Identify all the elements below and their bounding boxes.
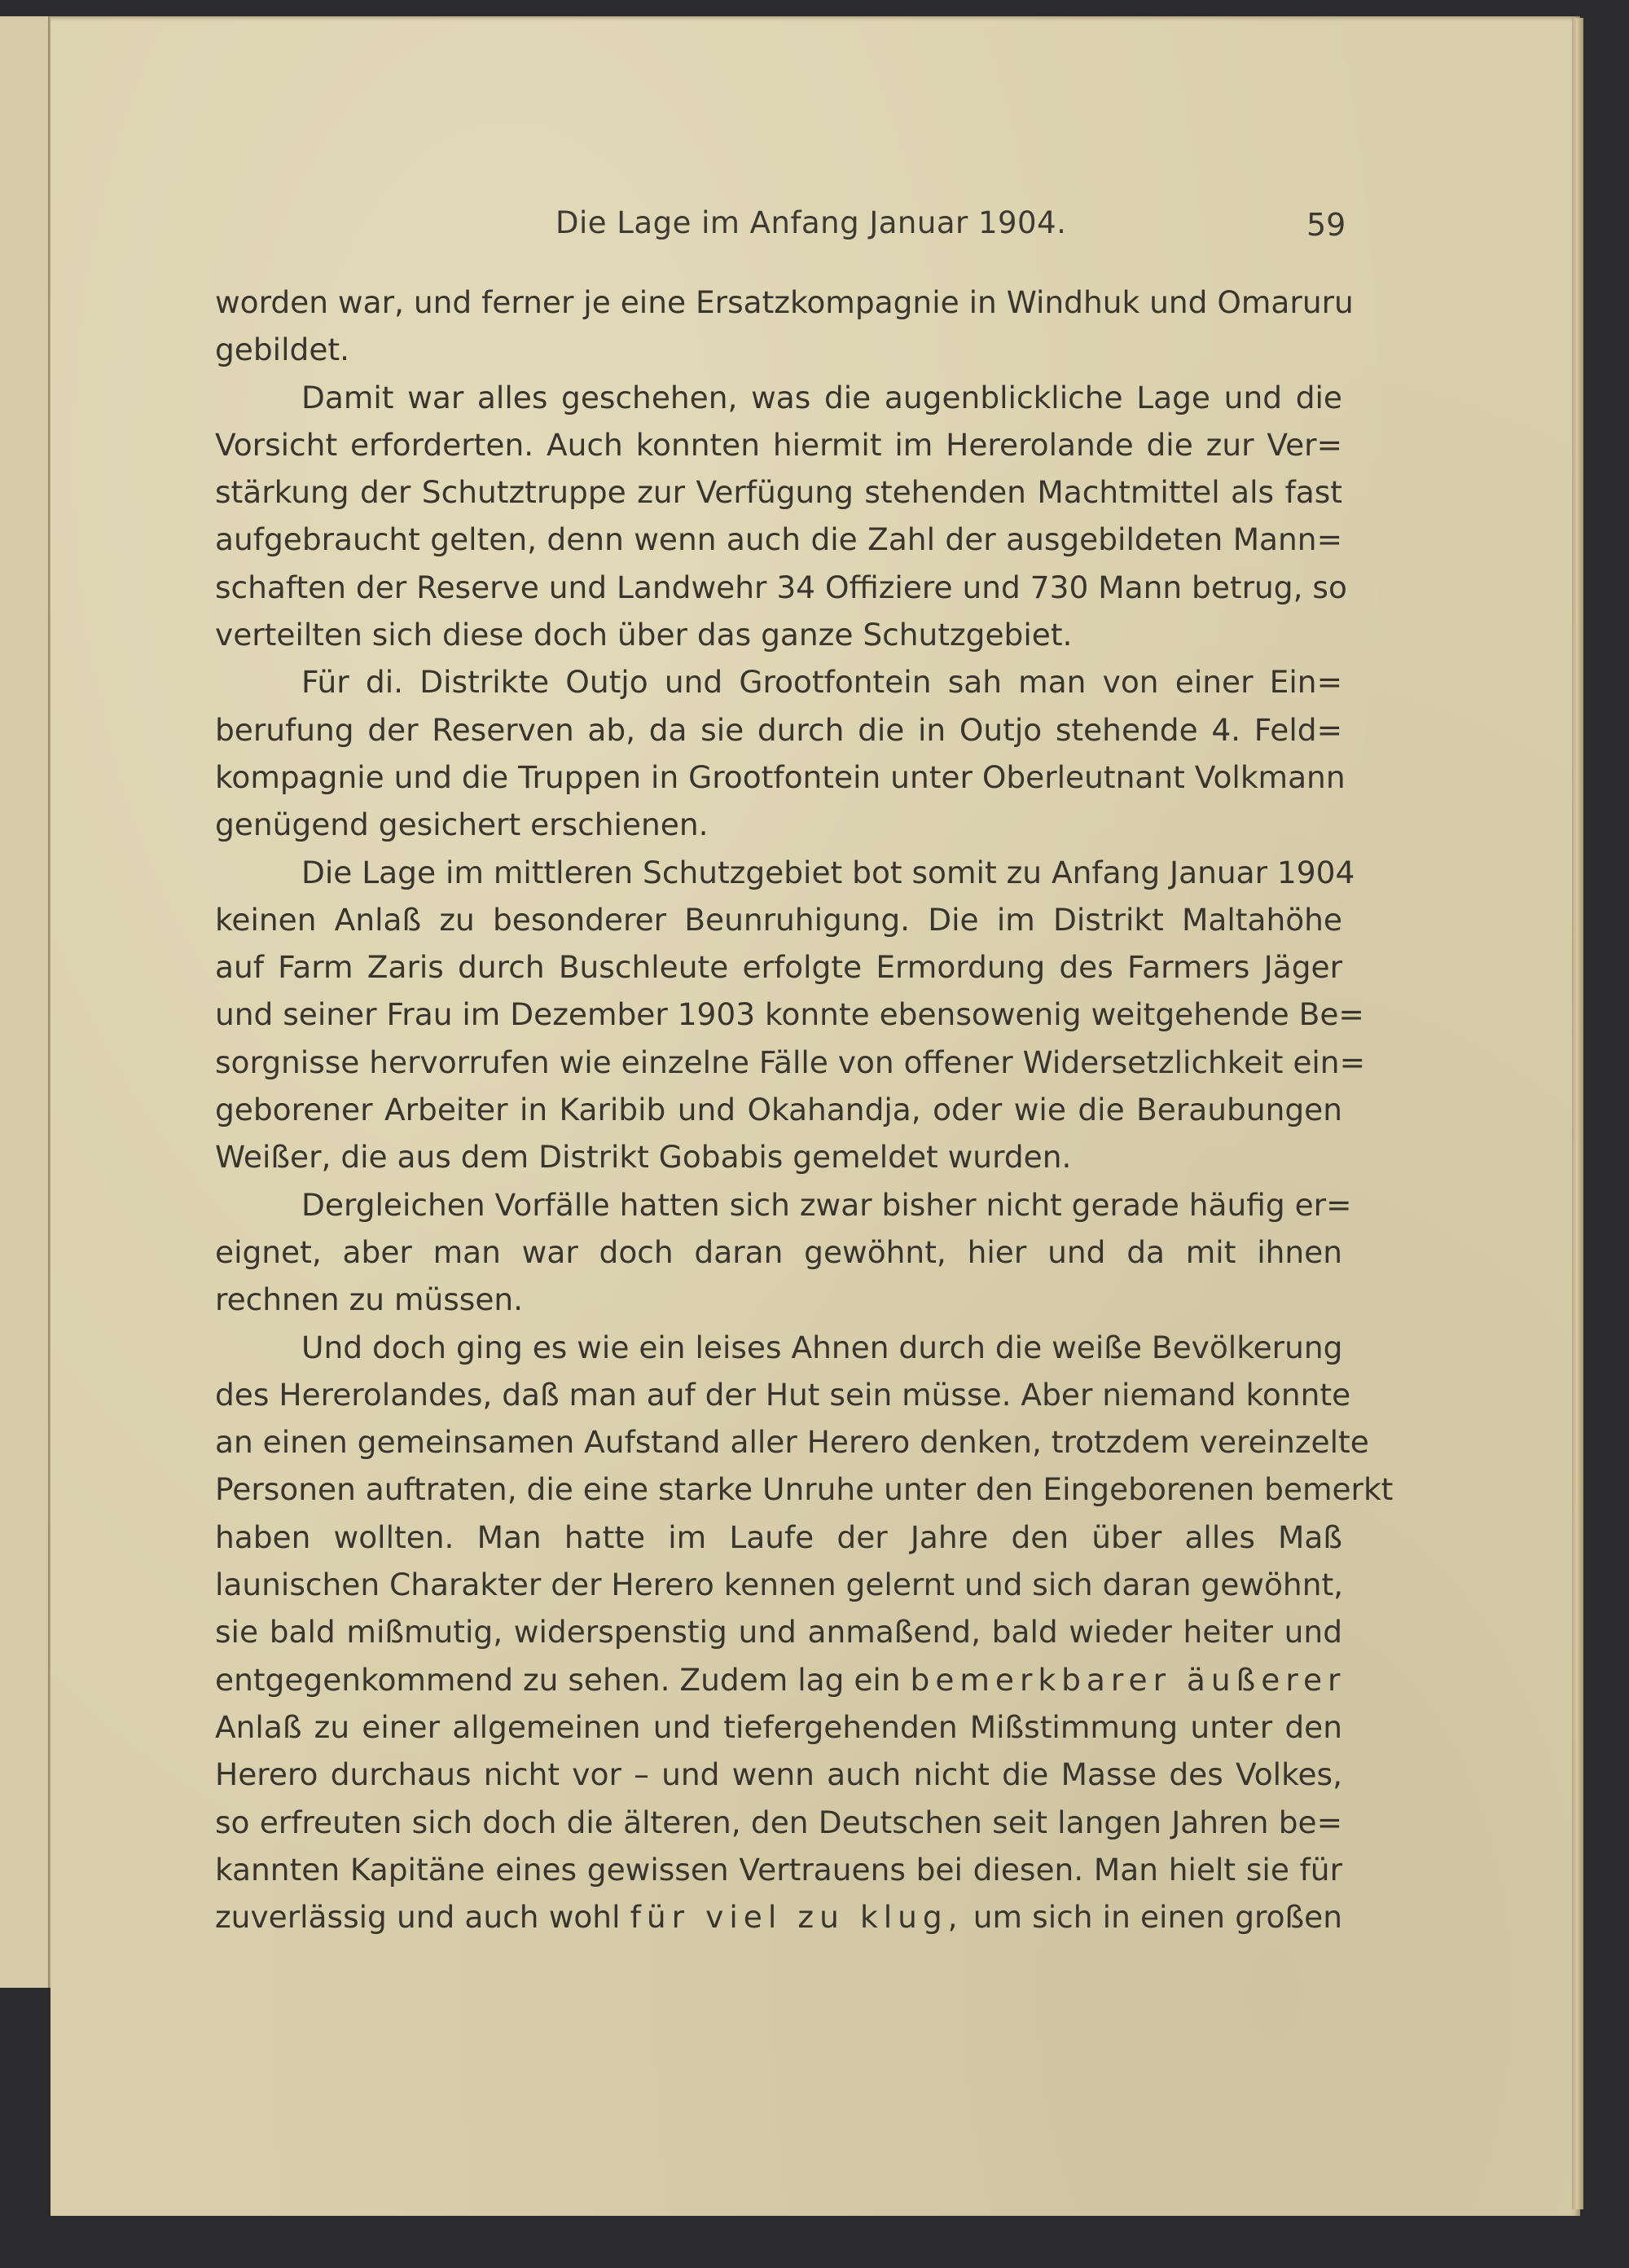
emphasized-text: bemerkbarer äußerer bbox=[910, 1661, 1346, 1698]
text-line: Für di. Distrikte Outjo und Grootfontein sah man von einer Ein= bbox=[301, 664, 1342, 701]
text-segment: entgegenkommend zu sehen. Zudem lag ein bbox=[215, 1661, 901, 1698]
text-line: Weißer, die aus dem Distrikt Gobabis gemeldet wurden. bbox=[215, 1139, 1072, 1176]
text-line: Damit war alles geschehen, was die augenblickliche Lage und die bbox=[301, 379, 1342, 415]
text-line: auf Farm Zaris durch Buschleute erfolgte Ermordung des Farmers Jäger bbox=[215, 949, 1342, 986]
text-line: stärkung der Schutztruppe zur Verfügung stehenden Machtmittel als fast bbox=[215, 474, 1342, 511]
text-line: an einen gemeinsamen Aufstand aller Herero denken, trotzdem vereinzelte bbox=[215, 1424, 1369, 1461]
text-line bbox=[215, 1656, 1346, 1703]
text-line: aufgebraucht gelten, denn wenn auch die Zahl der ausgebildeten Mann= bbox=[215, 521, 1342, 558]
text-line: so erfreuten sich doch die älteren, den Deutschen seit langen Jahren be= bbox=[215, 1804, 1342, 1840]
text-line: launischen Charakter der Herero kennen gelernt und sich daran gewöhnt, bbox=[215, 1567, 1344, 1603]
running-title: Die Lage im Anfang Januar 1904. bbox=[555, 205, 1067, 240]
text-line: kannten Kapitäne eines gewissen Vertrauens bei diesen. Man hielt sie für bbox=[215, 1851, 1342, 1888]
text-line: keinen Anlaß zu besonderer Beunruhigung. Die im Distrikt Maltahöhe bbox=[215, 901, 1342, 938]
text-line: worden war, und ferner je eine Ersatzkompagnie in Windhuk und Omaruru bbox=[215, 284, 1354, 320]
text-line: Herero durchaus nicht vor – und wenn auch nicht die Masse des Volkes, bbox=[215, 1756, 1342, 1793]
text-line: verteilten sich diese doch über das ganze Schutzgebiet. bbox=[215, 617, 1073, 653]
text-line: sorgnisse hervorrufen wie einzelne Fälle von offener Widersetzlichkeit ein= bbox=[215, 1044, 1365, 1080]
text-line: schaften der Reserve und Landwehr 34 Offiziere und 730 Mann betrug, so bbox=[215, 569, 1347, 605]
text-line: kompagnie und die Truppen in Grootfontein unter Oberleutnant Volkmann bbox=[215, 758, 1346, 795]
text-line: Anlaß zu einer allgemeinen und tiefergehenden Mißstimmung unter den bbox=[215, 1708, 1342, 1745]
text-line: gebildet. bbox=[215, 332, 350, 368]
text-line: Die Lage im mittleren Schutzgebiet bot somit zu Anfang Januar 1904 bbox=[301, 854, 1355, 890]
text-line: Personen auftraten, die eine starke Unruhe unter den Eingeborenen bemerkt bbox=[215, 1471, 1394, 1508]
text-line: eignet, aber man war doch daran gewöhnt, hier und da mit ihnen bbox=[215, 1233, 1342, 1270]
text-line: des Hererolandes, daß man auf der Hut sein müsse. Aber niemand konnte bbox=[215, 1376, 1351, 1413]
text-segment: zuverlässig und auch wohl bbox=[215, 1899, 621, 1936]
text-line: rechnen zu müssen. bbox=[215, 1281, 524, 1318]
facing-page-edge bbox=[0, 16, 49, 1988]
emphasized-text: für viel zu klug, bbox=[630, 1899, 964, 1936]
text-segment: um sich in einen großen bbox=[973, 1899, 1343, 1936]
text-line: geborener Arbeiter in Karibib und Okahandja, oder wie die Beraubungen bbox=[215, 1092, 1342, 1128]
page-number: 59 bbox=[1306, 207, 1346, 243]
running-header bbox=[0, 202, 1629, 251]
text-line: berufung der Reserven ab, da sie durch die in Outjo stehende 4. Feld= bbox=[215, 711, 1342, 748]
body-text bbox=[215, 279, 1394, 1941]
text-line: Und doch ging es wie ein leises Ahnen durch die weiße Bevölkerung bbox=[301, 1329, 1343, 1365]
text-line: haben wollten. Man hatte im Laufe der Jahre den über alles Maß bbox=[215, 1519, 1342, 1555]
text-line: und seiner Frau im Dezember 1903 konnte ebensowenig weitgehende Be= bbox=[215, 996, 1364, 1033]
text-line: Dergleichen Vorfälle hatten sich zwar bisher nicht gerade häufig er= bbox=[301, 1186, 1352, 1223]
text-line: Vorsicht erforderten. Auch konnten hiermit im Hererolande die zur Ver= bbox=[215, 426, 1342, 463]
page-stack-edge bbox=[1572, 18, 1583, 2209]
text-line: sie bald mißmutig, widerspenstig und anmaßend, bald wieder heiter und bbox=[215, 1614, 1342, 1650]
text-line bbox=[215, 1893, 1342, 1941]
text-line: genügend gesichert erschienen. bbox=[215, 807, 709, 843]
